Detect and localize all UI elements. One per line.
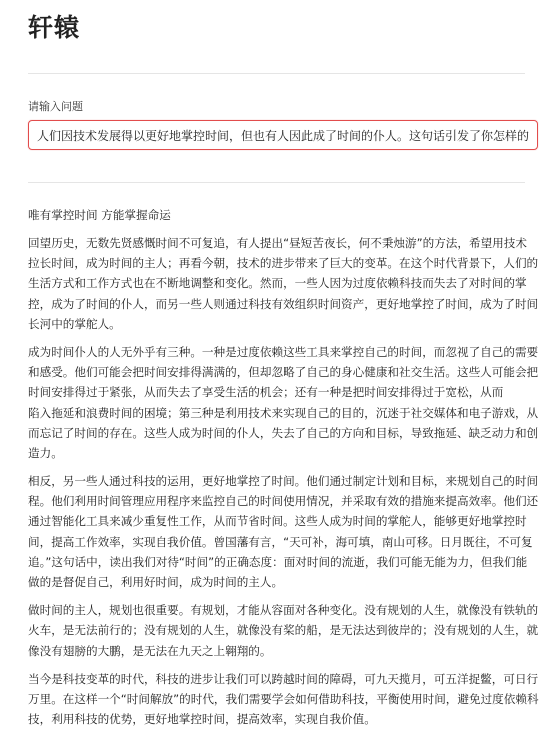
essay-line: 控，成为了时间的仆人，而另一些人则通过科技有效组织时间资产，更好地掌控了时间，成为了时间	[28, 296, 539, 311]
header-divider	[28, 73, 525, 74]
essay-line: 当今是科技变革的时代，科技的进步让我们可以跨越时间的障碍，可九天揽月，可五洋捉鳖，可日行	[28, 671, 539, 686]
essay-line: 火车，是无法前行的；没有规划的人生，就像没有桨的船，是无法达到彼岸的；没有规划的人生，就	[28, 623, 539, 638]
essay-line: 做的是督促自己，利用好时间，成为时间的主人。	[28, 575, 284, 589]
app-title: 轩辕	[28, 13, 81, 42]
essay-line: 成为时间仆人的人无外乎有三种。一种是过度依赖这些工具来掌控自己的时间，而忽视了自己的需要	[28, 344, 539, 359]
essay-line: 相反，另一些人通过科技的运用，更好地掌控了时间。他们通过制定计划和目标，来规划自己的时间	[28, 474, 539, 489]
essay-line: 程。他们利用时间管理应用程序来监控自己的时间使用情况，并采取有效的措施来提高效率。他们还	[28, 494, 539, 509]
essay-title: 唯有掌控时间 方能掌握命运	[28, 208, 171, 222]
essay-line: 通过智能化工具来减少重复性工作，从而节省时间。这些人成为时间的掌舵人，能够更好地掌控时	[28, 514, 527, 529]
essay-line: 像没有翅膀的大鹏，是无法在九天之上翱翔的。	[28, 643, 272, 658]
essay-line: 和感受。他们可能会把时间安排得满满的，但却忽略了自己的身心健康和社交生活。这些人可能会把	[28, 365, 539, 380]
essay-line: 而忘记了时间的存在。这些人成为时间的仆人，失去了自己的方向和目标，导致拖延、缺乏动力和创	[28, 425, 539, 440]
section-divider	[28, 182, 525, 183]
essay-body	[28, 233, 548, 729]
essay-line: 时间安排得过于紧张，从而失去了享受生活的机会；还有一种是把时间安排得过于宽松，从而	[28, 385, 504, 400]
essay-line: 拉长时间，成为时间的主人；再看今朝，技术的进步带来了巨大的变革。在这个时代背景下，人们的	[28, 256, 539, 271]
essay-line: 造力。	[28, 445, 63, 460]
essay-paragraph	[28, 342, 548, 463]
essay-paragraph	[28, 669, 548, 730]
essay-paragraph	[28, 233, 548, 334]
essay-paragraph	[28, 471, 548, 592]
essay-line: 长河中的掌舵人。	[28, 316, 121, 331]
essay-paragraph	[28, 600, 548, 661]
essay-line: 回望历史，无数先贤感慨时间不可复追，有人提出“昼短苦夜长，何不秉烛游”的方法，希望用技术	[28, 236, 527, 250]
essay-line: 陷入拖延和浪费时间的困境；第三种是利用技术来实现自己的目的，沉迷于社交媒体和电子游戏，从	[28, 405, 539, 420]
essay-output	[28, 205, 548, 737]
essay-line: 间，提高工作效率，实现自我价值。曾国藩有言，“天可补，海可填，南山可移。日月既往，不可复	[28, 534, 533, 549]
question-input[interactable]	[28, 120, 538, 150]
essay-line: 技，利用科技的优势，更好地掌控时间，提高效率，实现自我价值。	[28, 712, 376, 727]
essay-line: 万里。在这样一个“时间解放”的时代，我们需要学会如何借助科技，平衡使用时间，避免过度依赖科	[28, 691, 539, 706]
essay-line: 追。”这句话中，读出我们对待“时间”的正确态度：面对时间的流逝，我们可能无能为力，但我们能	[28, 554, 528, 569]
question-label: 请输入问题	[28, 100, 83, 113]
essay-line: 做时间的主人，规划也很重要。有规划，才能从容面对各种变化。没有规划的人生，就像没有铁轨的	[28, 603, 539, 618]
essay-line: 生活方式和工作方式也在不断地调整和变化。然而，一些人因为过度依赖科技而失去了对时间的掌	[28, 276, 527, 291]
